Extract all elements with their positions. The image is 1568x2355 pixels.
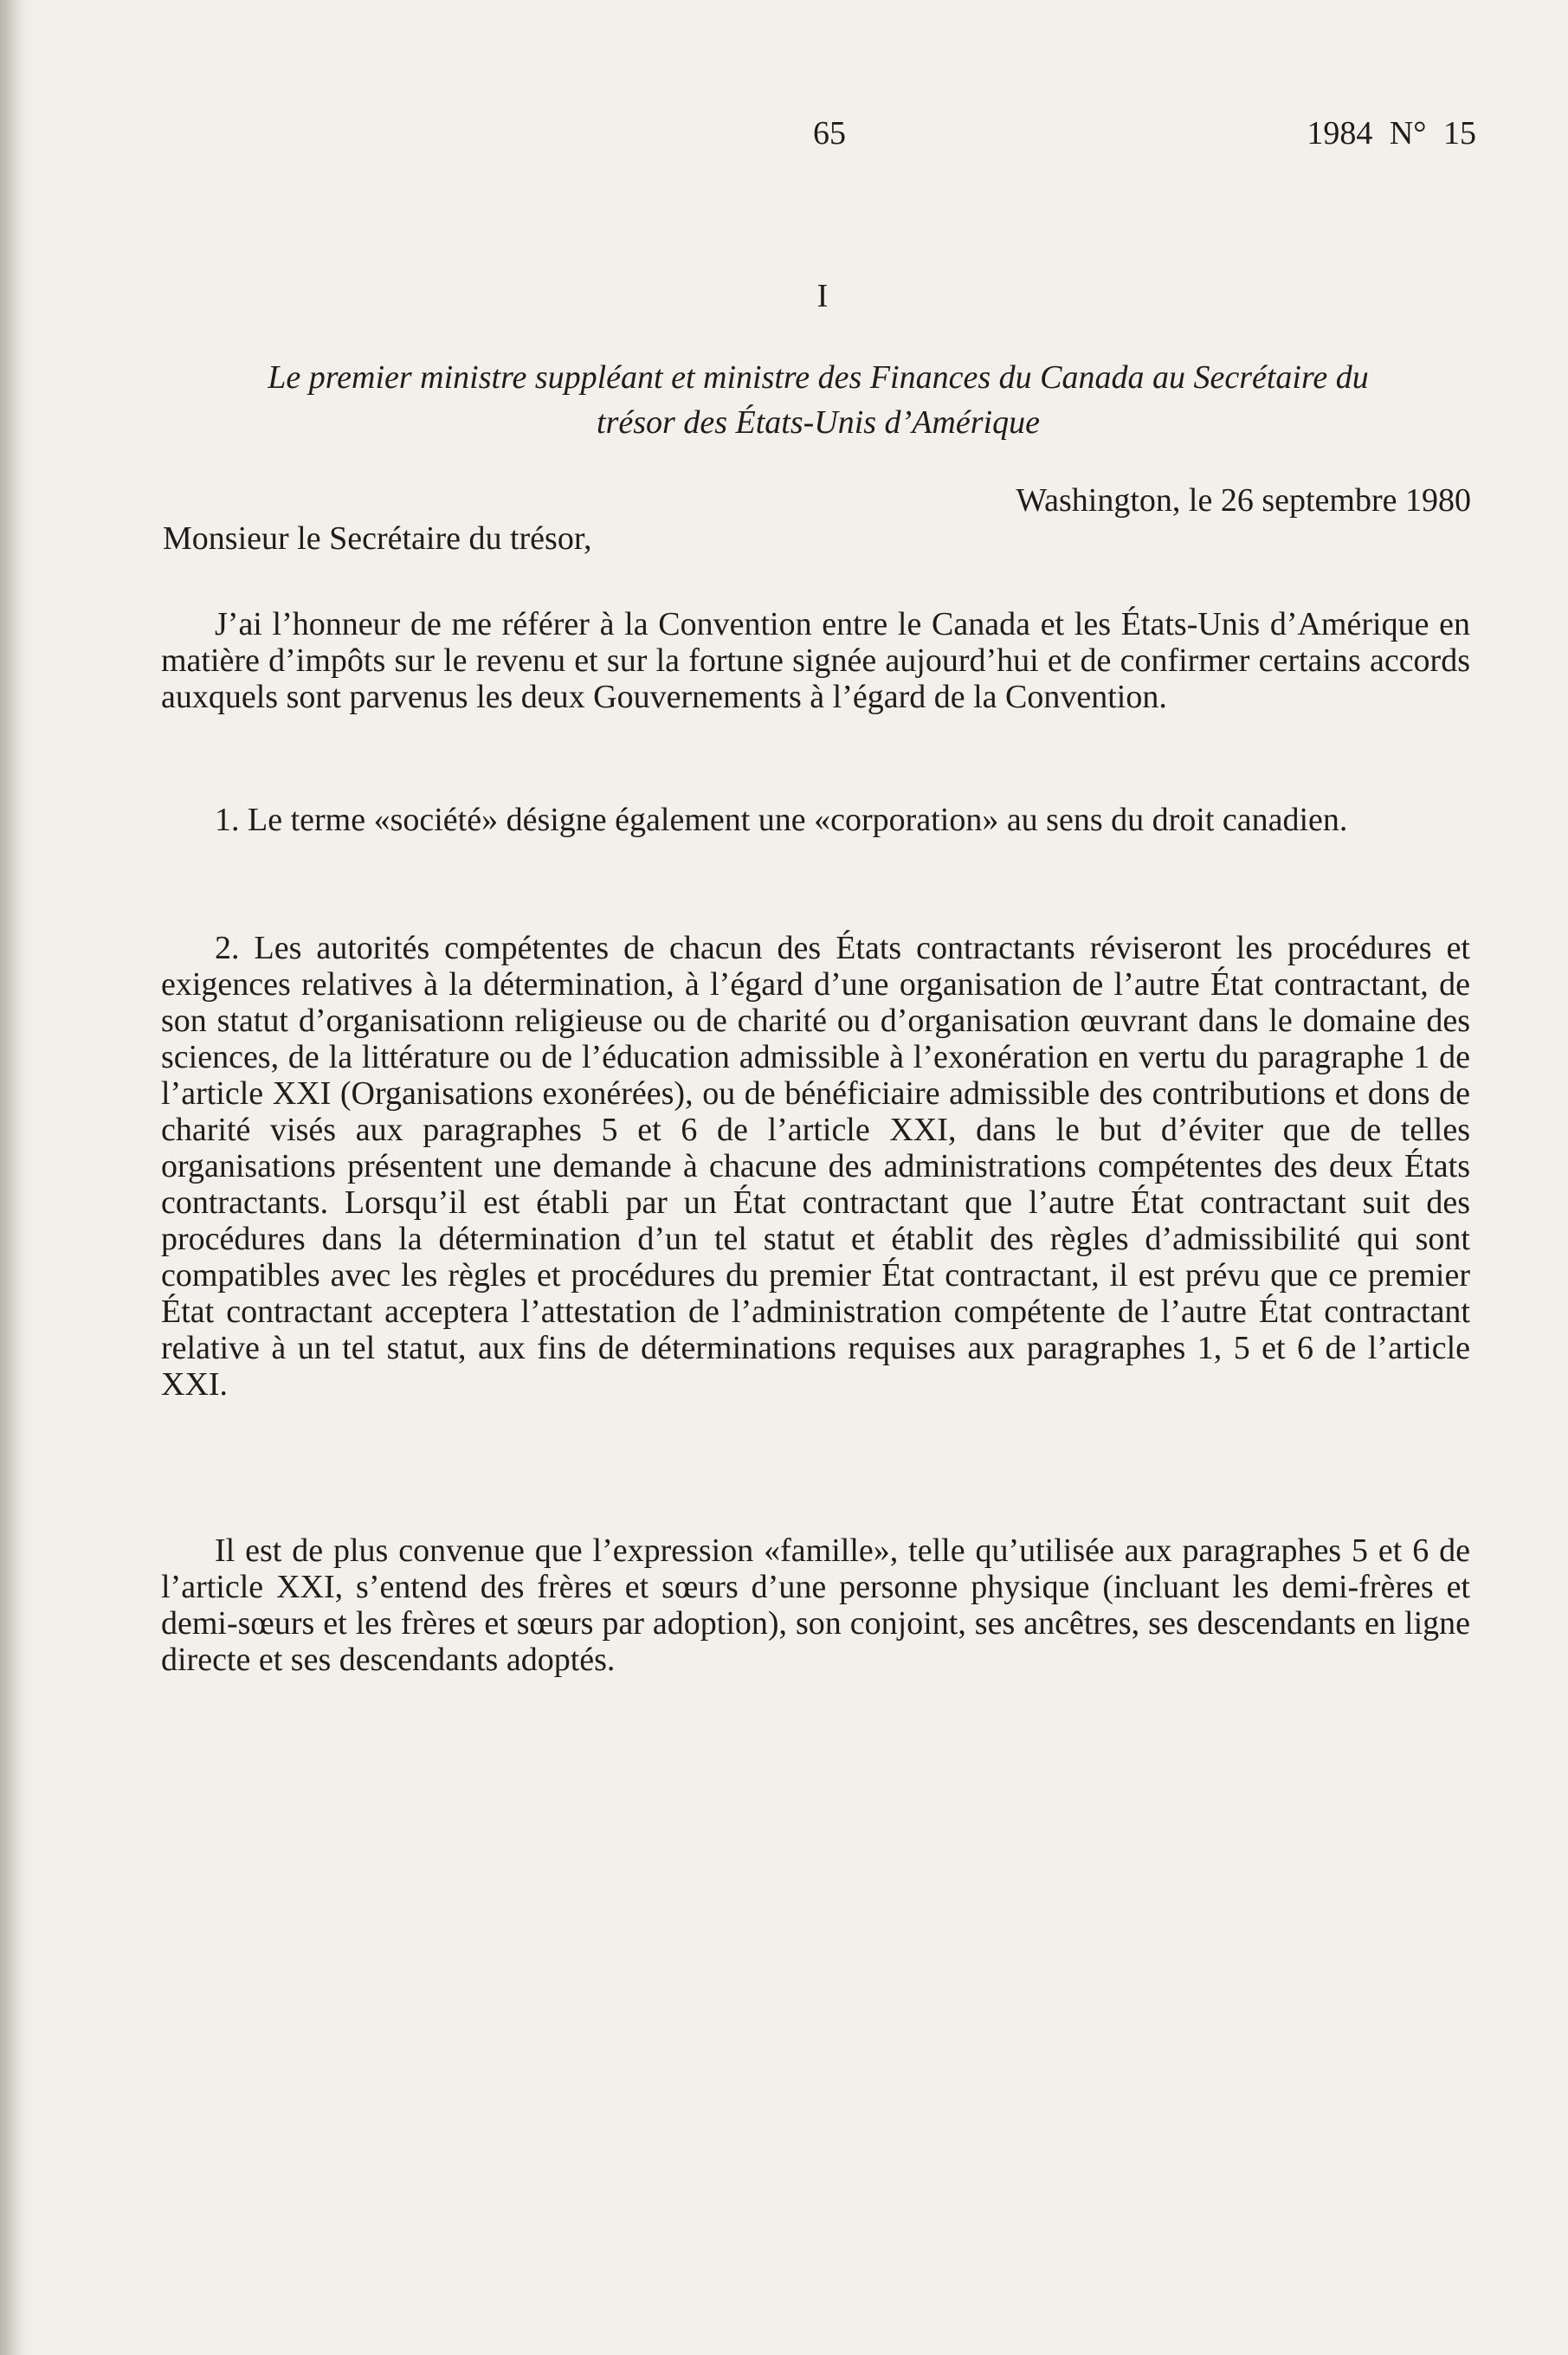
section-numeral: I — [816, 278, 829, 314]
paragraph-item-2: 2. Les autorités compétentes de chacun des États contractants réviseront les procédures et exigences relatives à la détermination, à l’égard d’une organisation de l’autre État contractant, de son statut d’organisationn religieuse ou de charité ou d’organisation œuvrant dans le domaine des sciences, de la littérature ou de l’éducation admissible à l’exonération en vertu du paragraphe 1 de l’article XXI (Organisations exonérées), ou de bénéficiaire admissible des contributions et dons de charité visés aux paragraphes 5 et 6 de l’article XXI, dans le but d’éviter que de telles organisations présentent une demande à chacune des administrations compétentes des deux États contractants. Lorsqu’il est établi par un État contractant que l’autre État contractant suit des procédures dans la détermination d’un tel statut et établit des règles d’admissibilité qui sont compatibles avec les règles et procédures du premier État contractant, il est prévu que ce premier État contractant acceptera l’attestation de l’administration compétente de l’autre État contractant relative à un tel statut, aux fins de déterminations requises aux paragraphes 1, 5 et 6 de l’article XXI. — [161, 930, 1470, 1403]
year-and-number: 1984 N° 15 — [1307, 115, 1476, 152]
page-number: 65 — [813, 115, 846, 152]
paragraph-item-1: 1. Le terme «société» désigne également une «corporation» au sens du droit canadien. — [215, 802, 1348, 838]
place-and-date: Washington, le 26 septembre 1980 — [1016, 482, 1471, 519]
letter-heading — [165, 355, 1472, 445]
paragraph-family-definition: Il est de plus convenue que l’expression «famille», telle qu’utilisée aux paragraphes 5 et 6 de l’article XXI, s’entend des frères et sœurs d’une personne physique (incluant les demi-frères et demi-sœurs et les frères et sœurs par adoption), son conjoint, ses ancêtres, ses descendants en ligne directe et ses descendants adoptés. — [161, 1532, 1470, 1678]
letter-heading-line-2: trésor des États-Unis d’Amérique — [597, 404, 1040, 441]
paragraph-introduction: J’ai l’honneur de me référer à la Convention entre le Canada et les États-Unis d’Amérique en matière d’impôts sur le revenu et sur la fortune signée aujourd’hui et de confirmer certains accords auxquels sont parvenus les deux Gouvernements à l’égard de la Convention. — [161, 606, 1470, 715]
binding-gutter-shadow — [0, 0, 23, 2355]
salutation: Monsieur le Secrétaire du trésor, — [163, 520, 592, 557]
letter-heading-line-1: Le premier ministre suppléant et ministre des Finances du Canada au Secrétaire du — [268, 359, 1369, 396]
